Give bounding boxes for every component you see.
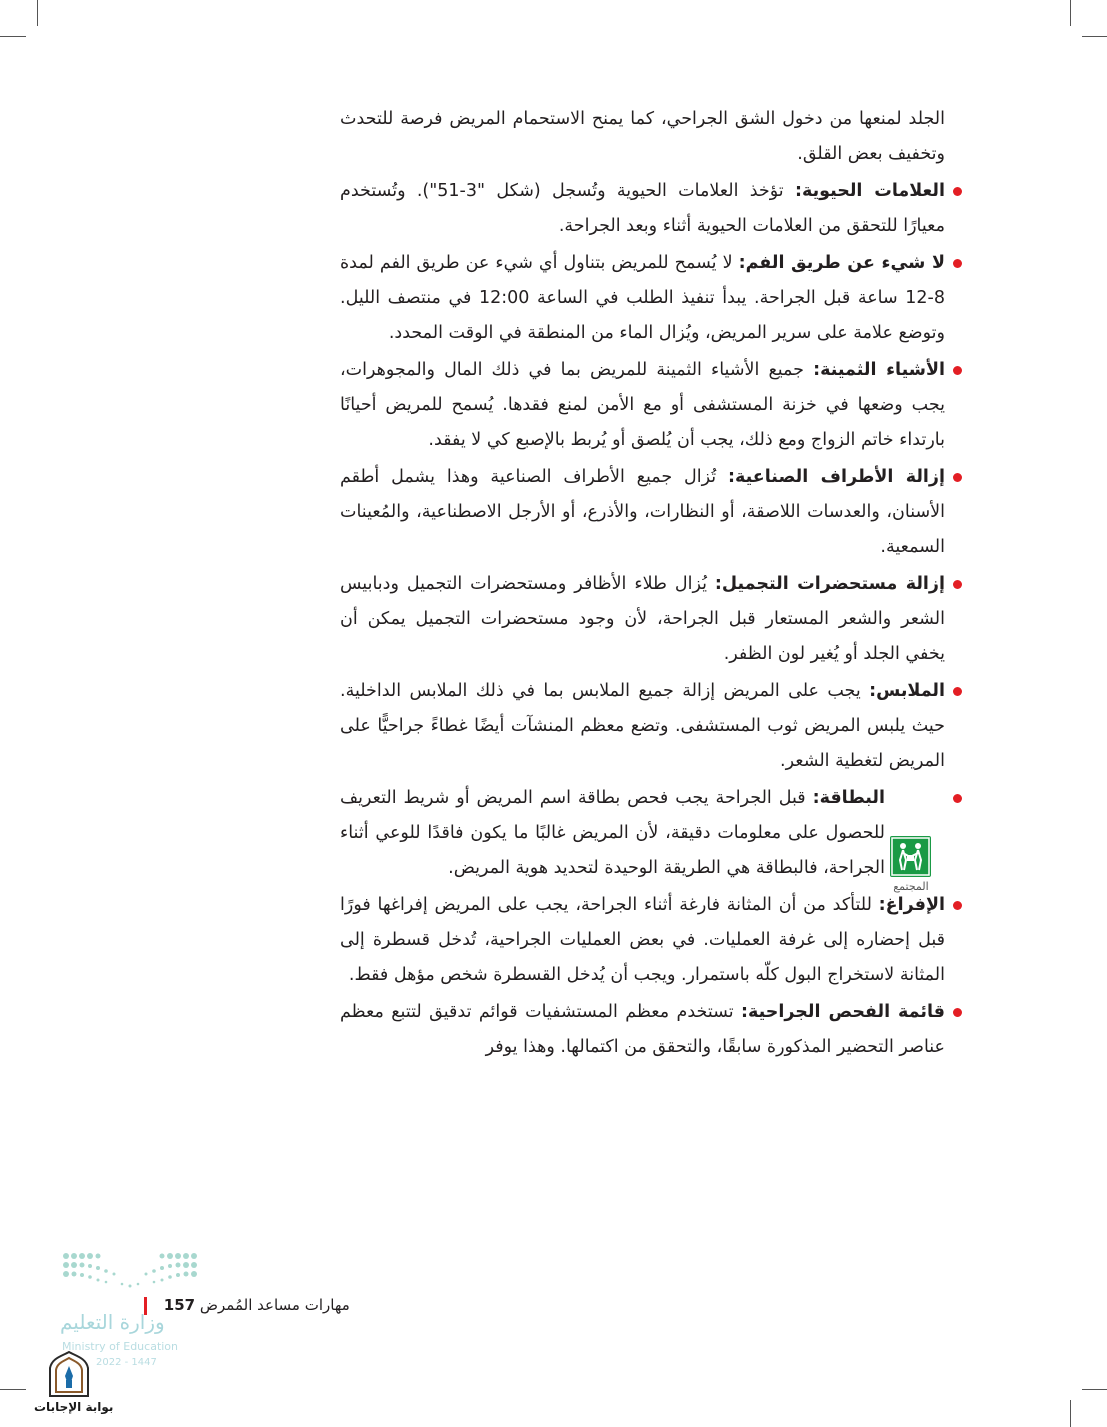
page-number: 157: [163, 1296, 196, 1314]
bullet-text: لا يُسمح للمريض بتناول أي شيء عن طريق الفم لمدة 8-12 ساعة قبل الجراحة. يبدأ تنفيذ الطلب في الساعة 12:00 في منتصف الليل. وتوضع علامة على سرير المريض، ويُزال الماء من المنطقة في الوقت المحدد.: [340, 253, 945, 343]
community-label: المجتمع: [893, 880, 929, 893]
list-item: [340, 460, 945, 565]
moe-year: 2022 - 1447: [96, 1357, 157, 1368]
bullet-term: العلامات الحيوية:: [794, 181, 945, 201]
crop-mark: [1082, 36, 1107, 37]
bullet-term: البطاقة:: [812, 788, 885, 808]
bullet-dot: [953, 259, 962, 268]
portal-logo-icon: [44, 1350, 94, 1398]
bullet-text: جميع الأشياء الثمينة للمريض بما في ذلك المال والمجوهرات، يجب وضعها في خزنة المستشفى أو مع الأمن لمنع فقدها. يُسمح للمريض أحيانًا بارتداء خاتم الزواج ومع ذلك، يجب أن يُلصق أو يُربط بالإصبع كي لا يفقد.: [340, 360, 945, 450]
list-item: [340, 353, 945, 458]
bullet-term: لا شيء عن طريق الفم:: [738, 253, 945, 273]
bullet-dot: [953, 687, 962, 696]
bullet-dot: [953, 366, 962, 375]
bullet-term: الأشياء الثمينة:: [813, 360, 945, 380]
bullet-term: إزالة الأطراف الصناعية:: [728, 467, 946, 487]
list-item: [340, 567, 945, 672]
moe-logo-icon: [62, 1252, 198, 1298]
crop-mark: [0, 36, 26, 37]
bullet-text: يُزال طلاء الأظافر ومستحضرات التجميل ودبابيس الشعر والشعر المستعار قبل الجراحة، لأن وجود مستحضرات التجميل يمكن أن يخفي الجلد أو يُغير لون الظفر.: [340, 574, 945, 664]
bullet-text: تُزال جميع الأطراف الصناعية وهذا يشمل أطقم الأسنان، والعدسات اللاصقة، أو النظارات، والأذرع، أو الأرجل الاصطناعية، والمُعينات السمعية.: [340, 467, 945, 557]
list-item: [340, 888, 945, 993]
portal-label: بوابة الإجابات: [34, 1400, 114, 1414]
crop-mark: [1070, 0, 1071, 26]
bullet-dot: [953, 1008, 962, 1017]
crop-mark: [0, 1389, 26, 1390]
list-item: [340, 174, 945, 244]
page-footer: [140, 1296, 350, 1315]
bullet-text: تستخدم معظم المستشفيات قوائم تدقيق لتتبع معظم عناصر التحضير المذكورة سابقًا، والتحقق من اكتمالها. وهذا يوفر: [340, 1002, 945, 1057]
crop-mark: [37, 0, 38, 26]
crop-mark: [1082, 1389, 1107, 1390]
bullet-term: قائمة الفحص الجراحية:: [741, 1002, 945, 1022]
paragraph: [340, 102, 945, 172]
list-item: [340, 781, 945, 886]
bullet-dot: [953, 473, 962, 482]
bullet-dot: [953, 580, 962, 589]
bullet-text: تؤخذ العلامات الحيوية وتُسجل (شكل "3-51"). وتُستخدم معيارًا للتحقق من العلامات الحيوية أثناء وبعد الجراحة.: [340, 181, 945, 236]
bullet-text: يجب على المريض إزالة جميع الملابس بما في ذلك الملابس الداخلية. حيث يلبس المريض ثوب المستشفى. وتضع معظم المنشآت أيضًا غطاءً جراحيًّا على المريض لتغطية الشعر.: [340, 681, 945, 771]
crop-mark: [1070, 1400, 1071, 1427]
paragraph-text: الجلد لمنعها من دخول الشق الجراحي، كما يمنح الاستحمام المريض فرصة للتحدث وتخفيف بعض القلق.: [340, 109, 945, 164]
bullet-term: إزالة مستحضرات التجميل:: [714, 574, 946, 594]
bullet-text: للتأكد من أن المثانة فارغة أثناء الجراحة، يجب على المريض إفراغها فورًا قبل إحضاره إلى غرفة العمليات. في بعض العمليات الجراحية، تُدخل قسطرة إلى المثانة لاستخراج البول كلّه باستمرار. ويجب أن يُدخل القسطرة شخص مؤهل فقط.: [340, 895, 945, 985]
bullet-term: الإفراغ:: [878, 895, 945, 915]
moe-arabic-name: وزارة التعليم: [60, 1310, 165, 1334]
bullet-content: [340, 781, 885, 886]
list-item: [340, 995, 945, 1065]
bullet-term: الملابس:: [869, 681, 945, 701]
list-item: [340, 246, 945, 351]
people-icon: [890, 836, 931, 877]
community-icon: [890, 836, 931, 877]
bullet-dot: [953, 187, 962, 196]
bullet-dot: [953, 901, 962, 910]
book-title: مهارات مساعد المُمرض: [199, 1296, 350, 1314]
bullet-text: قبل الجراحة يجب فحص بطاقة اسم المريض أو شريط التعريف للحصول على معلومات دقيقة، لأن المريض غالبًا ما يكون فاقدًا للوعي أثناء الجراحة، فالبطاقة هي الطريقة الوحيدة لتحديد هوية المريض.: [340, 788, 885, 878]
bullet-dot: [953, 794, 962, 803]
list-item: [340, 674, 945, 779]
moe-english-name: Ministry of Education: [62, 1340, 179, 1353]
body-text: [340, 102, 945, 1067]
